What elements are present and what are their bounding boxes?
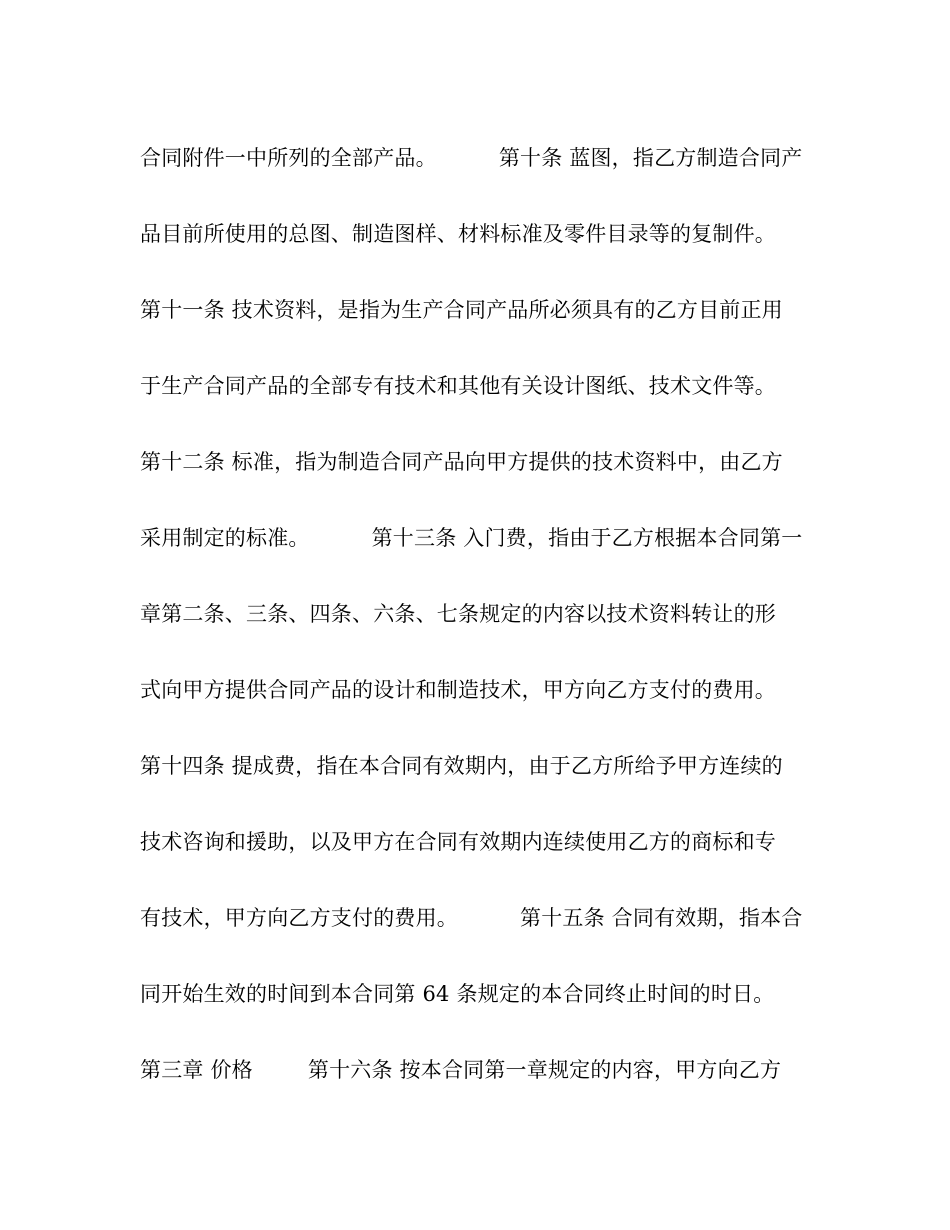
- text-line: [140, 744, 820, 820]
- text-segment: 第十五条 合同有效期，指本合: [520, 906, 803, 930]
- text-line: [140, 592, 820, 668]
- text-line: [140, 136, 820, 212]
- text-segment: 第十三条 入门费，指由于乙方根据本合同第一: [371, 526, 803, 550]
- text-segment: 第十六条 按本合同第一章规定的内容，甲方向乙方: [307, 1058, 782, 1082]
- text-line: [140, 364, 820, 440]
- text-line: [140, 820, 820, 896]
- text-segment: 合同附件一中所列的全部产品。: [140, 146, 437, 170]
- chapter-heading: 第三章 价格: [140, 1058, 253, 1082]
- text-line: [140, 972, 820, 1048]
- text-segment: 第十一条 技术资料，是指为生产合同产品所必须具有的乙方目前正用: [140, 298, 783, 322]
- text-segment: 同开始生效的时间到本合同第 64 条规定的本合同终止时间的时日。: [140, 982, 775, 1006]
- text-line: [140, 440, 820, 516]
- text-segment: 技术咨询和援助，以及甲方在合同有效期内连续使用乙方的商标和专: [140, 830, 776, 854]
- text-line: [140, 212, 820, 288]
- text-segment: 第十二条 标准，指为制造合同产品向甲方提供的技术资料中，由乙方: [140, 450, 783, 474]
- text-line: [140, 1048, 820, 1124]
- text-segment: 式向甲方提供合同产品的设计和制造技术，甲方向乙方支付的费用。: [140, 678, 776, 702]
- text-segment: 于生产合同产品的全部专有技术和其他有关设计图纸、技术文件等。: [140, 374, 776, 398]
- text-segment: 第十四条 提成费，指在本合同有效期内，由于乙方所给予甲方连续的: [140, 754, 783, 778]
- text-segment: 第十条 蓝图，指乙方制造合同产: [498, 146, 803, 170]
- text-segment: 有技术，甲方向乙方支付的费用。: [140, 906, 458, 930]
- text-line: [140, 896, 820, 972]
- text-segment: 品目前所使用的总图、制造图样、材料标准及零件目录等的复制件。: [140, 222, 776, 246]
- text-line: [140, 668, 820, 744]
- contract-text: [140, 136, 820, 1124]
- text-segment: 章第二条、三条、四条、六条、七条规定的内容以技术资料转让的形: [140, 602, 776, 626]
- text-segment: 采用制定的标准。: [140, 526, 310, 550]
- text-line: [140, 516, 820, 592]
- text-line: [140, 288, 820, 364]
